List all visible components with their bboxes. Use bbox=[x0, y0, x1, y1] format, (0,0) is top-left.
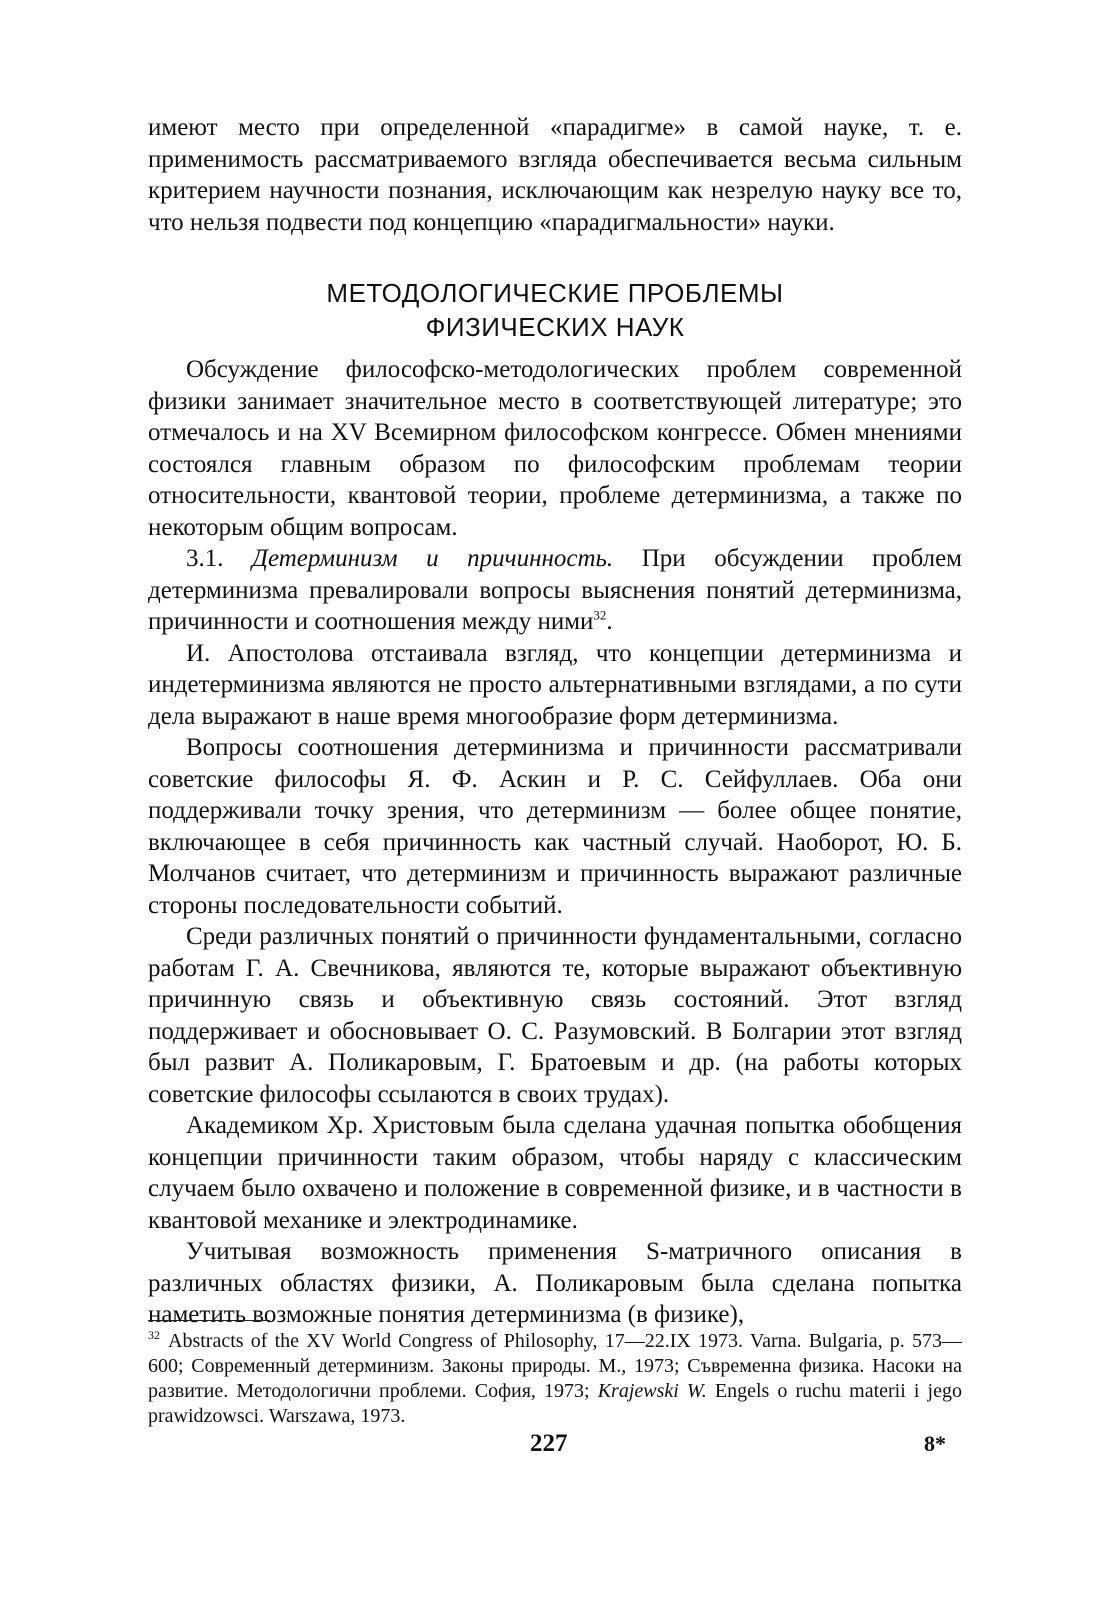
footnote-author: Krajewski W. bbox=[597, 1380, 707, 1402]
paragraph-askin-seifullaev: Вопросы соотношения детерминизма и причинности рассматривали советские философы Я. Ф. Аскин и Р. С. Сейфуллаев. Оба они поддерживали точку зрения, что детерминизм — более общее понятие, включающее в себя причинность как частный случай. Наоборот, Ю. Б. Молчанов считает, что детерминизм и причинность выражают различные стороны последовательности событий. bbox=[148, 734, 962, 919]
subsection-title: Детерминизм и причинность. bbox=[252, 545, 614, 572]
footnote-reference: 32 bbox=[593, 607, 607, 623]
subsection-text-end: . bbox=[606, 608, 613, 635]
subsection-text: При обсуждении проблем детерминизма превалировали вопросы выяснения понятий детерминизма, причинности и соотношения между ними bbox=[148, 545, 962, 635]
footnote-number: 32 bbox=[148, 1328, 160, 1343]
paragraph-khristov: Академиком Хр. Христовым была сделана удачная попытка обобщения концепции причинности таким образом, чтобы наряду с классическим случаем было охвачено и положение в современной физике, и в частности в квантовой механике и электродинамике. bbox=[148, 1112, 962, 1234]
subsection-paragraph bbox=[148, 543, 962, 638]
paragraph-s-matrix: Учитывая возможность применения S-матричного описания в различных областях физики, А. Поликаровым была сделана попытка наметить возможные понятия детерминизма (в физике), bbox=[148, 1238, 962, 1328]
paragraph-svechnikov: Среди различных понятий о причинности фундаментальными, согласно работам Г. А. Свечникова, являются те, которые выражают объективную причинную связь и объективную связь состояний. Этот взгляд поддерживает и обосновывает О. С. Разумовский. В Болгарии этот взгляд был развит А. Поликаровым, Г. Братоевым и др. (на работы которых советские философы ссылаются в своих трудах). bbox=[148, 923, 962, 1108]
page-number: 227 bbox=[530, 1430, 568, 1457]
section-title-line-1: МЕТОДОЛОГИЧЕСКИЕ ПРОБЛЕМЫ bbox=[326, 278, 784, 308]
footnote bbox=[148, 1329, 962, 1429]
footnote-text-before-author: Abstracts of the XV World Congress of Philosophy, 17—22.IX 1973. Varna. Bulgaria, p. 573—600; Современный детерминизм. Законы природы. М., 1973; Съвременна физика. Насоки на развитие. Методологични проблеми. София, 1973; bbox=[148, 1330, 962, 1402]
signature-mark: 8* bbox=[924, 1431, 946, 1456]
paragraph-apostolova: И. Апостолова отстаивала взгляд, что концепции детерминизма и индетерминизма являются не просто альтернативными взглядами, а по сути дела выражают в наше время многообразие форм детерминизма. bbox=[148, 639, 962, 730]
page-body bbox=[148, 112, 962, 1331]
paragraph-discussion-overview: Обсуждение философско-методологических проблем современной физики занимает значительное место в соответствующей литературе; это отмечалось и на XV Всемирном философском конгрессе. Обмен мнениями состоялся главным образом по философским проблемам теории относительности, квантовой теории, проблеме детерминизма, а также по некоторым общим вопросам. bbox=[148, 356, 962, 541]
footnote-text-after-author: Engels o ruchu materii i jego prawidzowsci. Warszawa, 1973. bbox=[148, 1380, 962, 1427]
section-heading bbox=[148, 276, 962, 344]
footnote-divider bbox=[148, 1320, 270, 1321]
intro-paragraph: имеют место при определенной «парадигме» в самой науке, т. е. применимость рассматриваемого взгляда обеспечивается весьма сильным критерием научности познания, исключающим как незрелую науку все то, что нельзя подвести под концепцию «парадигмальности» науки. bbox=[148, 114, 962, 236]
subsection-number: 3.1. bbox=[186, 545, 224, 572]
section-title-line-2: ФИЗИЧЕСКИХ НАУК bbox=[425, 312, 685, 342]
